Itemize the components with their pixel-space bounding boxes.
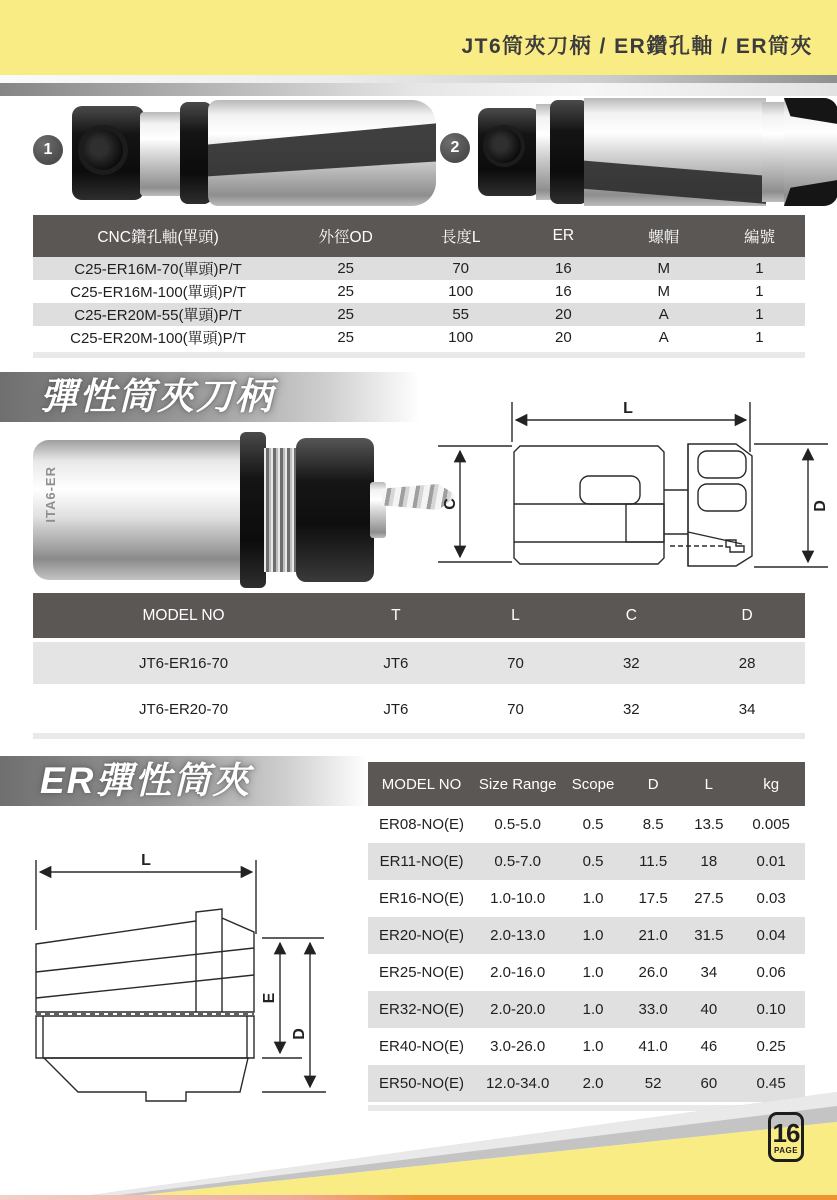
column-header: kg: [737, 762, 805, 806]
table-cell: 0.5-5.0: [494, 816, 542, 833]
table-row: [368, 843, 805, 880]
page-number-badge: [768, 1112, 804, 1162]
table-cell: 1: [755, 283, 764, 300]
table-row: [368, 806, 805, 843]
collet-nut: [296, 438, 374, 582]
table-cell: 0.04: [737, 917, 805, 954]
table-cell: 20: [555, 329, 572, 346]
page-label: PAGE: [773, 1145, 799, 1155]
table-cell: 2.0: [560, 1065, 626, 1102]
table-cell: 0.45: [737, 1065, 805, 1102]
table-row: [33, 640, 805, 686]
table-cell: 16: [513, 257, 613, 280]
collet-bore: [78, 125, 128, 175]
table-cell: 8.5: [642, 816, 664, 833]
column-header: Size Range: [475, 762, 560, 806]
table-cell: 27.5: [694, 890, 724, 907]
shank-reflection-band: [584, 98, 766, 206]
er-collet-table: [368, 762, 805, 1102]
table-cell: 1: [755, 329, 764, 346]
table-cell: 0.01: [737, 843, 805, 880]
table-cell: 34: [689, 686, 805, 730]
table-cell: JT6-ER20-70: [33, 686, 334, 730]
table-cell: 21.0: [626, 917, 681, 954]
table-cell: 0.10: [737, 991, 805, 1028]
column-header: L: [458, 593, 574, 640]
table-cell: 25: [283, 257, 408, 280]
table-cell: 0.5: [582, 816, 604, 833]
product-2-badge: 2: [440, 133, 470, 163]
dim-label-L: L: [623, 400, 633, 417]
column-header: 長度L: [408, 215, 513, 257]
table-row: [368, 880, 805, 917]
chuck-body: [33, 440, 248, 580]
nut-facet: [784, 98, 837, 124]
chuck-ring: [240, 432, 266, 588]
er-collet-technical-drawing: [18, 842, 348, 1110]
metal-divider-strip: [0, 83, 837, 96]
table-cell: 52: [626, 1065, 681, 1102]
section-title: ER彈性筒夾: [40, 760, 252, 801]
table-cell: ER25-NO(E): [379, 964, 465, 981]
table-cell: 26.0: [638, 964, 668, 981]
table-cell: 1.0-10.0: [490, 890, 546, 907]
product-1-badge: 1: [33, 135, 63, 165]
table-cell: 31.5: [680, 917, 737, 954]
table-cell: 2.0-13.0: [475, 917, 560, 954]
table-cell: 1: [714, 257, 805, 280]
table-cell: 25: [283, 303, 408, 326]
table-cell: M: [614, 257, 714, 280]
column-header: T: [334, 593, 458, 640]
table-cell: 12.0-34.0: [475, 1065, 560, 1102]
table-cell: 25: [337, 283, 354, 300]
table-cell: 28: [689, 640, 805, 686]
section-band-collet-chuck: [0, 372, 420, 422]
table-cell: 20: [513, 303, 613, 326]
jt6-table: [33, 593, 805, 730]
shank-reflection-band: [208, 100, 436, 206]
column-header: MODEL NO: [368, 762, 475, 806]
table-header-row: [33, 215, 805, 257]
column-header: 螺帽: [614, 215, 714, 257]
table-cell: ER20-NO(E): [368, 917, 475, 954]
collet-bore: [483, 125, 525, 167]
table-row: [368, 917, 805, 954]
table-cell: JT6-ER16-70: [33, 640, 334, 686]
table-cell: 1.0: [560, 917, 626, 954]
table-cell: 1.0: [582, 964, 604, 981]
table-cell: C25-ER20M-100(單頭)P/T: [70, 330, 246, 347]
table-cell: ER16-NO(E): [379, 890, 465, 907]
table-cell: 32: [573, 686, 689, 730]
table-cell: JT6: [334, 640, 458, 686]
column-header: L: [680, 762, 737, 806]
page-number: 16: [772, 1117, 800, 1148]
column-header: C: [573, 593, 689, 640]
table-cell: 41.0: [638, 1038, 668, 1055]
table-cell: 0.06: [756, 964, 786, 981]
product-photo-single-end-chuck: [72, 100, 437, 206]
table-cell: 1: [714, 303, 805, 326]
metal-divider-strip: [0, 75, 837, 83]
table-row: [33, 257, 805, 280]
column-header: D: [626, 762, 681, 806]
dim-label-C: C: [442, 498, 459, 510]
table-cell: 13.5: [694, 816, 724, 833]
table-bottom-strip: [33, 352, 805, 358]
table-cell: C25-ER20M-55(單頭)P/T: [33, 303, 283, 326]
column-header: MODEL NO: [33, 593, 334, 640]
nut-facet: [784, 180, 837, 206]
table-cell: JT6: [334, 686, 458, 730]
table-header-row: [368, 762, 805, 806]
table-cell: 1.0: [582, 1038, 604, 1055]
page-title: JT6筒夾刀柄 / ER鑽孔軸 / ER筒夾: [461, 35, 813, 58]
table-cell: C25-ER16M-70(單頭)P/T: [33, 257, 283, 280]
table-bottom-strip: [33, 733, 805, 739]
table-cell: 25: [337, 329, 354, 346]
table-row: [33, 303, 805, 326]
table-cell: 60: [680, 1065, 737, 1102]
table-cell: 11.5: [626, 843, 681, 880]
table-cell: 34: [700, 964, 718, 981]
table-cell: 70: [408, 257, 513, 280]
chuck-ring: [550, 100, 588, 204]
table-row: [33, 326, 805, 349]
section-band-er-collet: [0, 756, 368, 806]
table-cell: 0.5: [560, 843, 626, 880]
table-cell: ER11-NO(E): [368, 843, 475, 880]
table-cell: 2.0-20.0: [475, 991, 560, 1028]
table-cell: 1.0: [560, 991, 626, 1028]
table-cell: 100: [448, 283, 474, 300]
table-row: [33, 280, 805, 303]
column-header: D: [689, 593, 805, 640]
product-photo-double-end-chuck: [478, 98, 837, 206]
chuck-collar: [140, 112, 184, 196]
body-engraving-label: ITA6-ER: [43, 466, 58, 523]
product-photo-jt6-chuck: [28, 422, 428, 590]
column-header: 編號: [714, 215, 805, 257]
table-row: [368, 991, 805, 1028]
table-row: [33, 686, 805, 730]
table-cell: 40: [680, 991, 737, 1028]
dim-label-L: L: [141, 852, 151, 869]
table-cell: 3.0-26.0: [490, 1038, 546, 1055]
table-cell: 70: [458, 686, 574, 730]
table-cell: 0.25: [756, 1038, 786, 1055]
table-cell: 46: [700, 1038, 718, 1055]
table-cell: C25-ER16M-100(單頭)P/T: [70, 284, 246, 301]
column-header: 外徑OD: [283, 215, 408, 257]
table-cell: 0.005: [752, 816, 790, 833]
chuck-shank: [208, 100, 436, 206]
table-cell: 2.0-16.0: [490, 964, 546, 981]
footer-artwork: [0, 1088, 837, 1200]
dim-label-E: E: [261, 992, 278, 1004]
table-row: [368, 954, 805, 991]
table-cell: 17.5: [638, 890, 668, 907]
table-cell: 32: [573, 640, 689, 686]
table-cell: 100: [448, 329, 474, 346]
table-cell: 55: [408, 303, 513, 326]
dim-label-D: D: [291, 1028, 308, 1040]
table-cell: 0.5-7.0: [475, 843, 560, 880]
column-header: ER: [513, 215, 613, 257]
table-header-row: [33, 593, 805, 640]
table-cell: ER50-NO(E): [368, 1065, 475, 1102]
table-cell: ER32-NO(E): [368, 991, 475, 1028]
jt6-table-wrap: [33, 593, 805, 739]
table-cell: ER40-NO(E): [379, 1038, 465, 1055]
table-cell: 33.0: [626, 991, 681, 1028]
table-cell: 18: [680, 843, 737, 880]
table-cell: 70: [458, 640, 574, 686]
thread-section: [264, 448, 300, 572]
table-row: [368, 1028, 805, 1065]
table-cell: 0.03: [756, 890, 786, 907]
table-cell: A: [614, 303, 714, 326]
table-cell: M: [657, 283, 670, 300]
section-title: 彈性筒夾刀柄: [40, 376, 274, 417]
dim-label-D: D: [812, 500, 829, 512]
chuck-technical-drawing: [430, 394, 835, 586]
table-cell: A: [658, 329, 669, 346]
drill-spindle-table-wrap: [33, 215, 805, 358]
table-cell: 16: [555, 283, 572, 300]
drill-spindle-table: [33, 215, 805, 349]
table-cell: ER08-NO(E): [379, 816, 465, 833]
column-header: Scope: [560, 762, 626, 806]
er-collet-table-wrap: [368, 762, 805, 1111]
column-header: CNC鑽孔軸(單頭): [33, 215, 283, 257]
table-cell: 1.0: [582, 890, 604, 907]
chuck-shank: [584, 98, 766, 206]
collet-nut-right: [784, 98, 837, 206]
